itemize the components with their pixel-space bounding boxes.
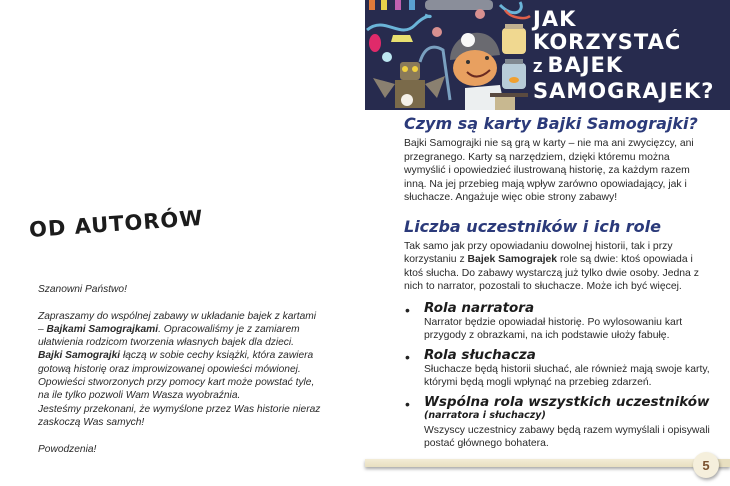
authors-letter: [38, 283, 323, 456]
banner-title: [533, 8, 714, 103]
role-subtitle: (narratora i słuchaczy): [424, 409, 546, 421]
paragraph2-text: łączą w sobie cechy książki, która zawiera gotową historię oraz improwizowanej opowieści mówionej. Opowieści stworzonych przy pomocy kart może powstać tyle, na ile tylko pozwoli Wam Wasza wyobraźnia.: [38, 350, 315, 402]
participants-text-cont: role są dwie: ktoś opowiada i ktoś słucha. Do zabawy wystarczą już tylko dwie osoby. Jedna z nich to narrator, pozostali to słuchacze. Może ich być więcej.: [404, 254, 699, 292]
bullet-icon: •: [405, 348, 410, 365]
bullet-icon: •: [405, 395, 410, 412]
role-text: Słuchacze będą historii słuchać, ale również mają swoje karty, którymi będą mogli wpłynąć na przebieg zdarzeń.: [424, 363, 710, 388]
role-text: Narrator będzie opowiadał historię. Po wylosowaniu kart przygody z obrazkami, na ich podstawie ułoży fabułę.: [424, 316, 683, 341]
greeting: Szanowni Państwo!: [38, 284, 127, 295]
paragraph1-text: Zapraszamy do wspólnej zabawy w układanie bajek z kartami –: [38, 310, 317, 335]
banner-line-3-small: Z: [533, 61, 544, 76]
closing: Powodzenia!: [38, 443, 97, 455]
participants-bold: Bajek Samograjek: [467, 254, 558, 265]
letter-paragraph-3: Jesteśmy przekonani, że wymyślone przez Was historie nieraz zaskoczą Was samych!: [38, 403, 321, 428]
paragraph1-bold: Bajkami Samograjkami: [46, 323, 159, 335]
letter-paragraph-1: [38, 310, 323, 350]
paragraph2-bold: Bajki Samograjki: [38, 350, 121, 362]
role-text: Wszyscy uczestnicy zabawy będą razem wymyślali i opisywali postać głównego bohatera.: [424, 424, 710, 449]
banner-line-2: KORZYSTAĆ: [533, 30, 682, 54]
banner-line-4: SAMOGRAJEK?: [533, 79, 715, 103]
banner-line-1: JAK: [533, 7, 577, 31]
authors-title: OD AUTORÓW: [28, 205, 205, 242]
participants-text: Tak samo jak przy opowiadaniu dowolnej historii, tak i przy korzystaniu z: [404, 240, 673, 265]
section-text-what-are-cards: Bajki Samograjki nie są grą w karty – nie ma ani zwycięzcy, ani przegranego. Karty są narzędziem, dzięki któremu można wymyślić i opowiedzieć ilustrowaną historię, za każdym razem inną. Na jej przebieg mają wpływ zarówno opowiadający, jak i słuchacze. Angażuje więc obie strony zabawy!: [404, 138, 694, 203]
banner: [365, 0, 730, 110]
role-listener: [404, 347, 724, 390]
section-heading-what-are-cards: Czym są karty Bajki Samograjki?: [404, 114, 698, 133]
paragraph1-text-cont: . Opracowaliśmy je z zamiarem ułatwienia rodzicom tworzenia własnych bajek dla dzieci.: [38, 323, 300, 349]
right-content: [404, 114, 724, 455]
right-page: [365, 0, 730, 486]
bullet-icon: •: [405, 301, 410, 318]
footer-divider: [365, 459, 705, 467]
page-number: 5: [693, 452, 719, 478]
role-title: Rola narratora: [424, 299, 535, 316]
banner-line-3: BAJEK: [547, 53, 624, 77]
letter-paragraph-2: [38, 349, 323, 402]
section-heading-participants: Liczba uczestników i ich role: [404, 216, 661, 236]
section-text-participants: [404, 240, 714, 294]
role-shared: [404, 394, 724, 451]
role-title: Wspólna rola wszystkich uczestników: [424, 393, 710, 410]
role-title: Rola słuchacza: [424, 346, 536, 363]
role-narrator: [404, 300, 724, 343]
